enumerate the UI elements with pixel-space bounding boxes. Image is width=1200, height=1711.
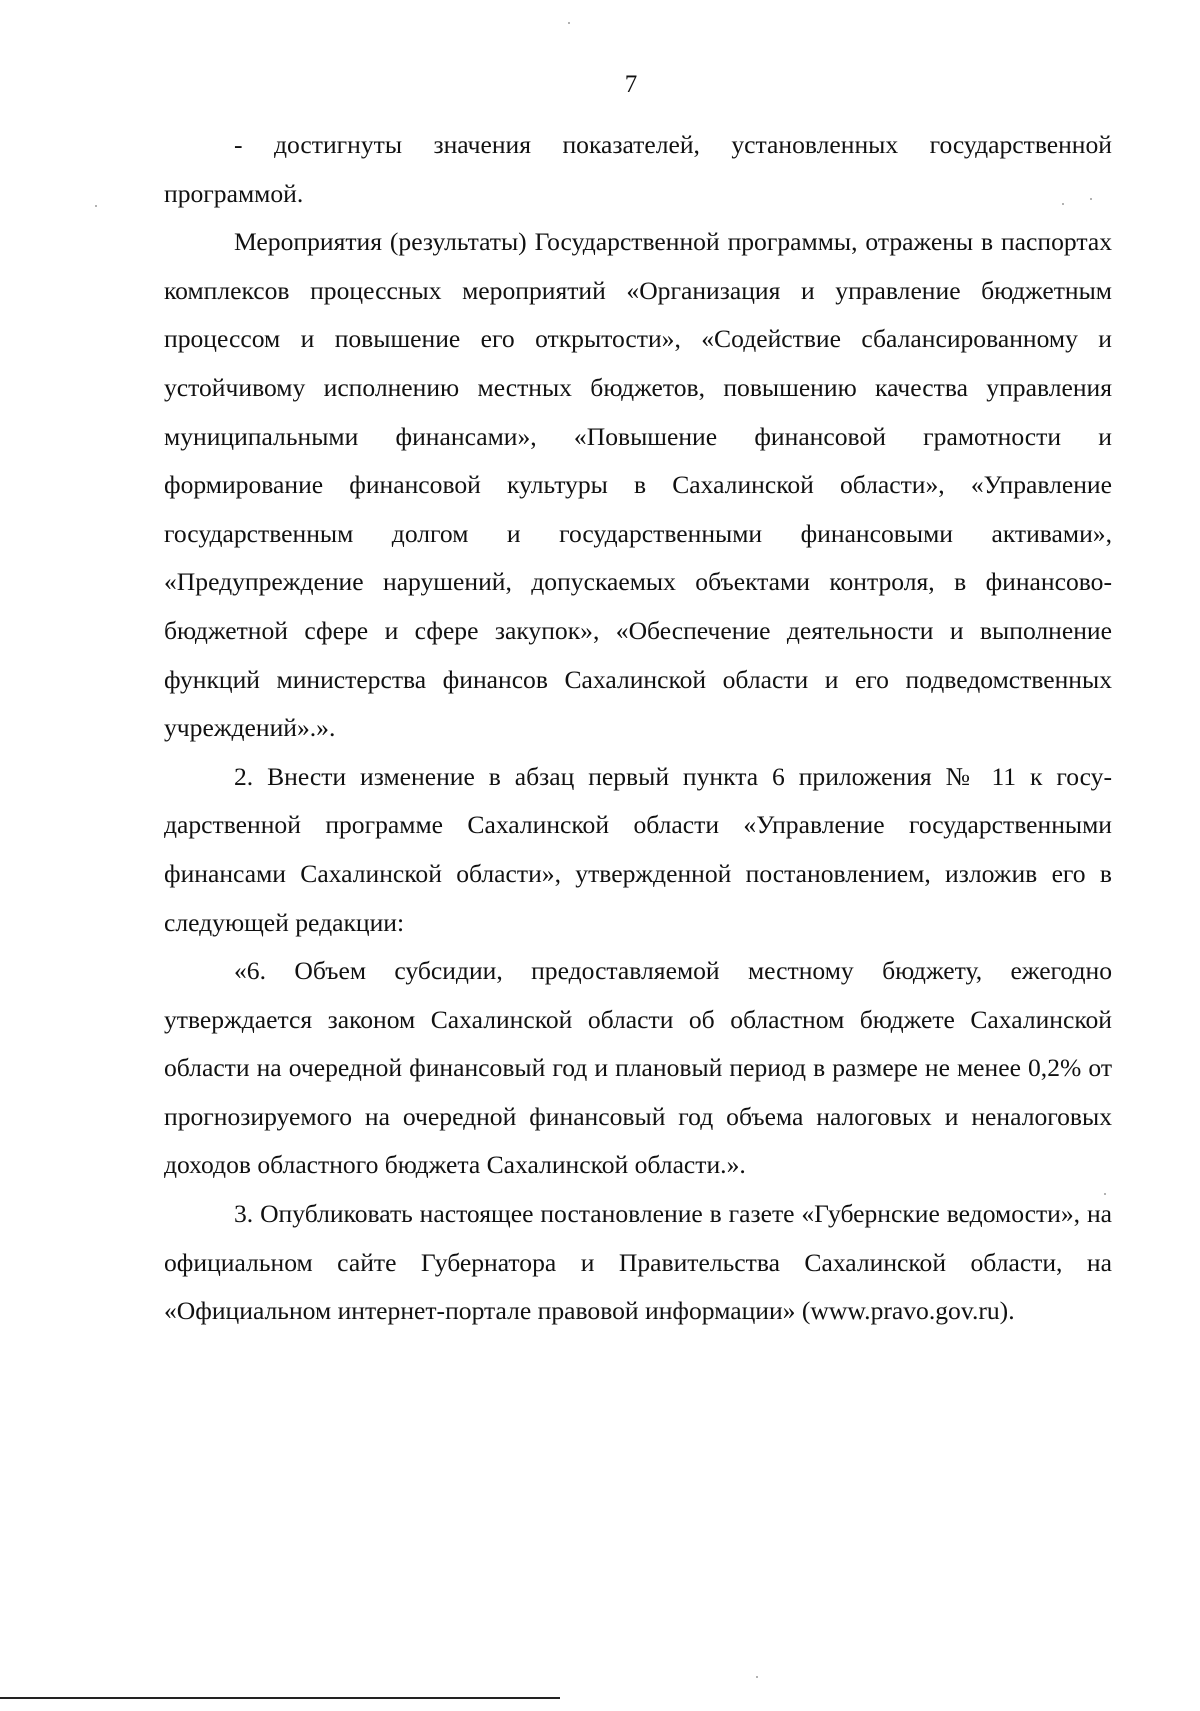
bottom-rule (0, 1697, 560, 1699)
document-body (164, 121, 1112, 1336)
paragraph-publication-item-3: 3. Опубликовать настоящее постановление в газете «Губернские ведомости», на официальном сайте Губернатора и Правительства Сахалинской области, на «Официальном интернет-портале правовой информации» (www.pravo.gov.ru). (164, 1199, 1112, 1326)
page-number: 7 (624, 71, 638, 98)
paragraph-program-activities: Мероприятия (результаты) Государственной программы, отражены в паспортах комплексов процессных мероприятий «Организация и управление бюджетным процессом и повышение его открытости», «Содействие сбалансированному и устойчивому исполнению местных бюджетов, повышению качества управления муниципальными финансами», «Повышение финансовой грамотности и формирование финансовой культуры в Сахалинской области», «Управление государственным долгом и государственными финансовыми активами», «Предупреждение нарушений, допускаемых объектами контроля, в финансово-бюджетной сфере и сфере закупок», «Обеспечение деятельности и выполнение функций министерства финансов Сахалинской области и его подведомственных учреждений».». (164, 227, 1112, 743)
scan-speck (1090, 198, 1092, 200)
scan-speck (95, 205, 97, 207)
scan-speck (1062, 203, 1064, 205)
paragraph-amendment-item-2: 2. Внести изменение в абзац первый пункта 6 приложения № 11 к государственной программе Сахалинской области «Управление государственными финансами Сахалинской области», утвержденной постановлением, изложив его в следующей редакции: (164, 761, 1112, 937)
scan-speck (756, 1676, 758, 1678)
paragraph-subsidy-volume: «6. Объем субсидии, предоставляемой местному бюджету, ежегодно утверждается законом Сахалинской области об областном бюджете Сахалинской области на очередной финансовый год и плановый период в размере не менее 0,2% от прогнозируемого на очередной финансовый год объема налоговых и неналоговых доходов областного бюджета Сахалинской области.». (164, 956, 1112, 1180)
paragraph-indicators-achieved: - достигнуты значения показателей, установленных государственной программой. (164, 130, 1112, 208)
scan-speck (568, 22, 570, 24)
scan-speck (1104, 1193, 1106, 1195)
